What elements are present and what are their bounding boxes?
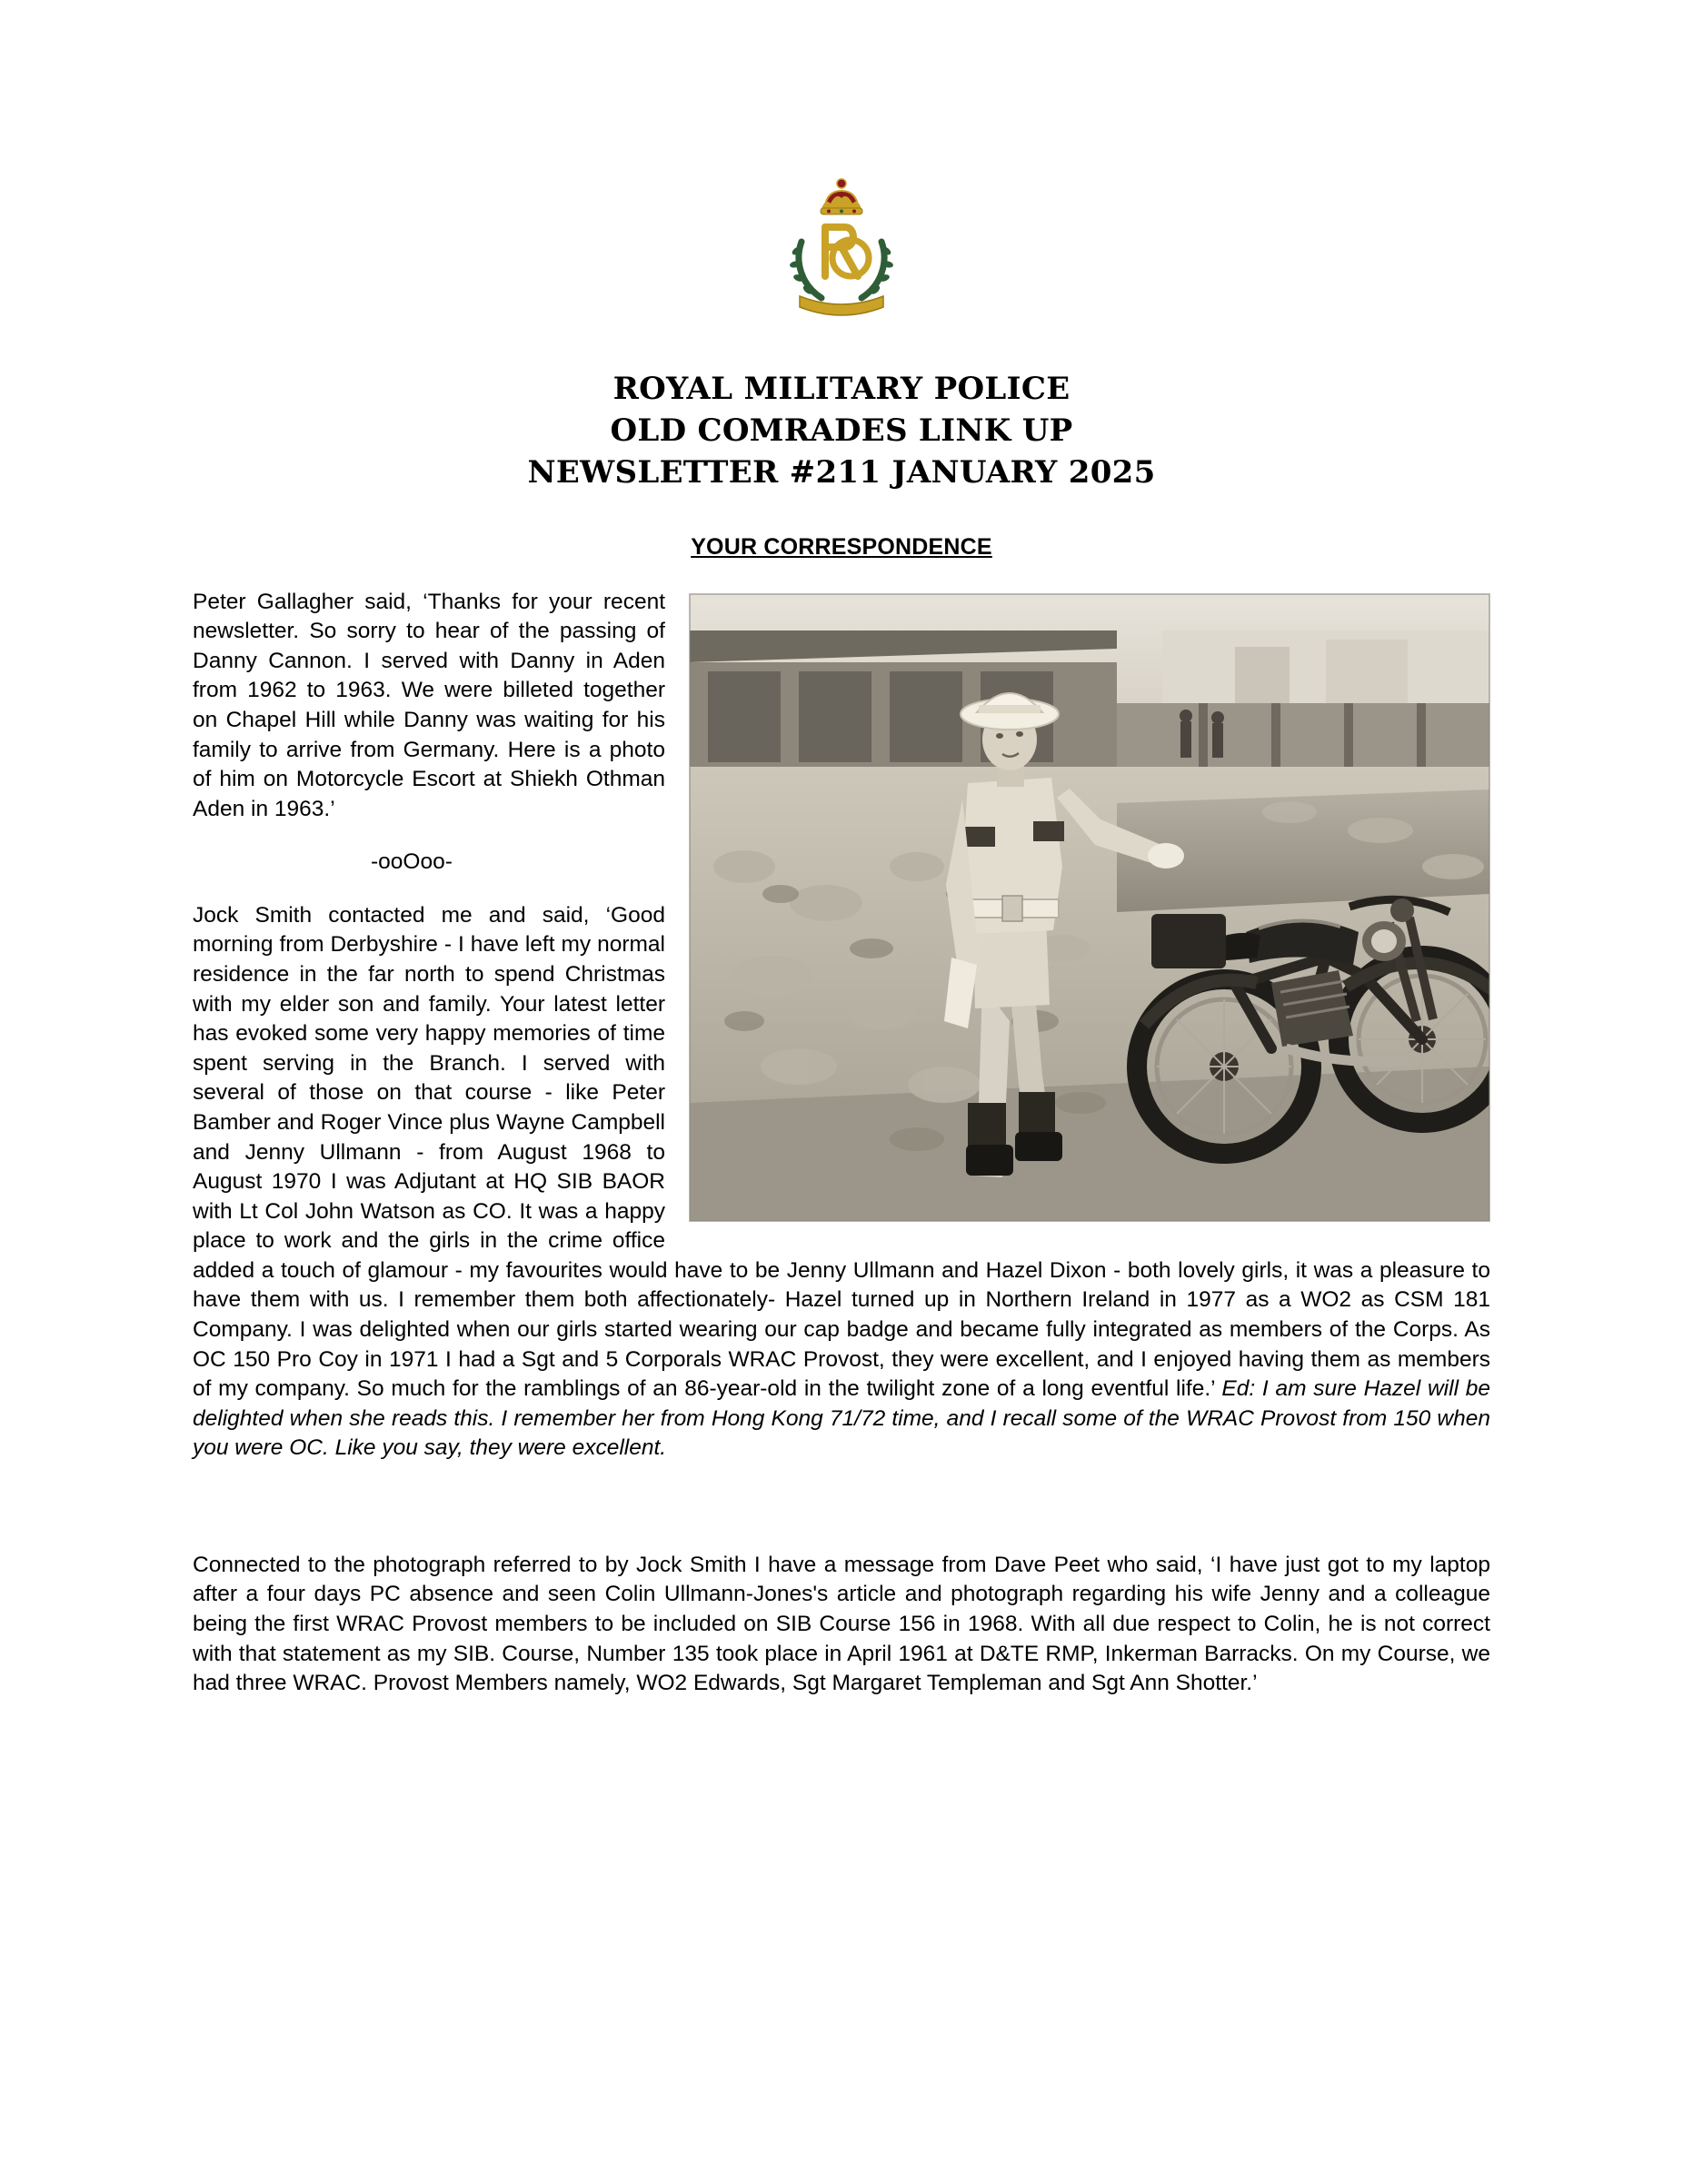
section-heading-your-correspondence: YOUR CORRESPONDENCE [691,533,992,560]
spacer [193,1464,1490,1551]
title-line-1: ROYAL MILITARY POLICE [612,371,1071,407]
jock-smith-text: Jock Smith contacted me and said, ‘Good morning from Derbyshire - I have left my normal residence in the far north to spend Christmas with my elder son and family. Your latest letter has evoked some very happy memories of time spent serving in the Branch. I served with several of those on that course - like Peter Bamber and Roger Vince plus Wayne Campbell and Jenny Ullmann - from August 1968 to August 1970 I was Adjutant at HQ SIB BAOR with Lt Col John Watson as CO. It was a happy place to work and the girls in the crime office added a touch of glamour - my favourites would have to be Jenny Ullmann and Hazel Dixon - both lovely girls, it was a pleasure to have them with us. I remember them both affectionately- Hazel turned up in Northern Ireland in 1977 as a WO2 as CSM 181 Company. I was delighted when our girls started wearing our cap badge and became fully integrated as members of the Corps. As OC 150 Pro Coy in 1971 I had a Sgt and 5 Corporals WRAC Provost, they were excellent, and I enjoyed having them as members of my company. So much for the ramblings of an 86-year-old in the twilight zone of a long eventful life.’ [193,902,1490,1402]
divider-ooooo: -ooOoo- [371,849,453,875]
editor-note: Ed: I am sure Hazel will be delighted when she reads this. I remember her from Hong Kong 71/72 time, and I recall some of the WRAC Provost from 150 when you were OC. Like you say, they were excellent. [193,1376,1490,1461]
rmp-crest-icon [769,171,914,316]
correspondence-body [193,588,1490,1464]
crest-container [193,0,1490,316]
title-line-3: NEWSLETTER #211 JANUARY 2025 [527,453,1156,491]
title-line-2: OLD COMRADES LINK UP [610,412,1073,449]
paragraph-dave-peet: Connected to the photograph referred to by Jock Smith I have a message from Dave Peet who said, ‘I have just got to my laptop after a four days PC absence and seen Colin Ullmann-Jones's article and photograph regarding his wife Jenny and a colleague being the first WRAC Provost members to be included on SIB Course 156 in 1968. With all due respect to Colin, he is not correct with that statement as my SIB. Course, Number 135 took place in April 1961 at D&TE RMP, Inkerman Barracks. On my Course, we had three WRAC. Provost Members namely, WO2 Edwards, Sgt Margaret Templeman and Sgt Ann Shotter.’ [193,1552,1490,1696]
page-title [193,369,1490,494]
paragraph-peter-gallagher: Peter Gallagher said, ‘Thanks for your recent newsletter. So sorry to hear of the passing of Danny Cannon. I served with Danny in Aden from 1962 to 1963. We were billeted together on Chapel Hill while Danny was waiting for his family to arrive from Germany. Here is a photo of him on Motorcycle Escort at Shiekh Othman Aden in 1963.’ [193,589,665,821]
correspondence-body-continued [193,1551,1490,1699]
motorcycle-escort-photograph [689,593,1490,1222]
